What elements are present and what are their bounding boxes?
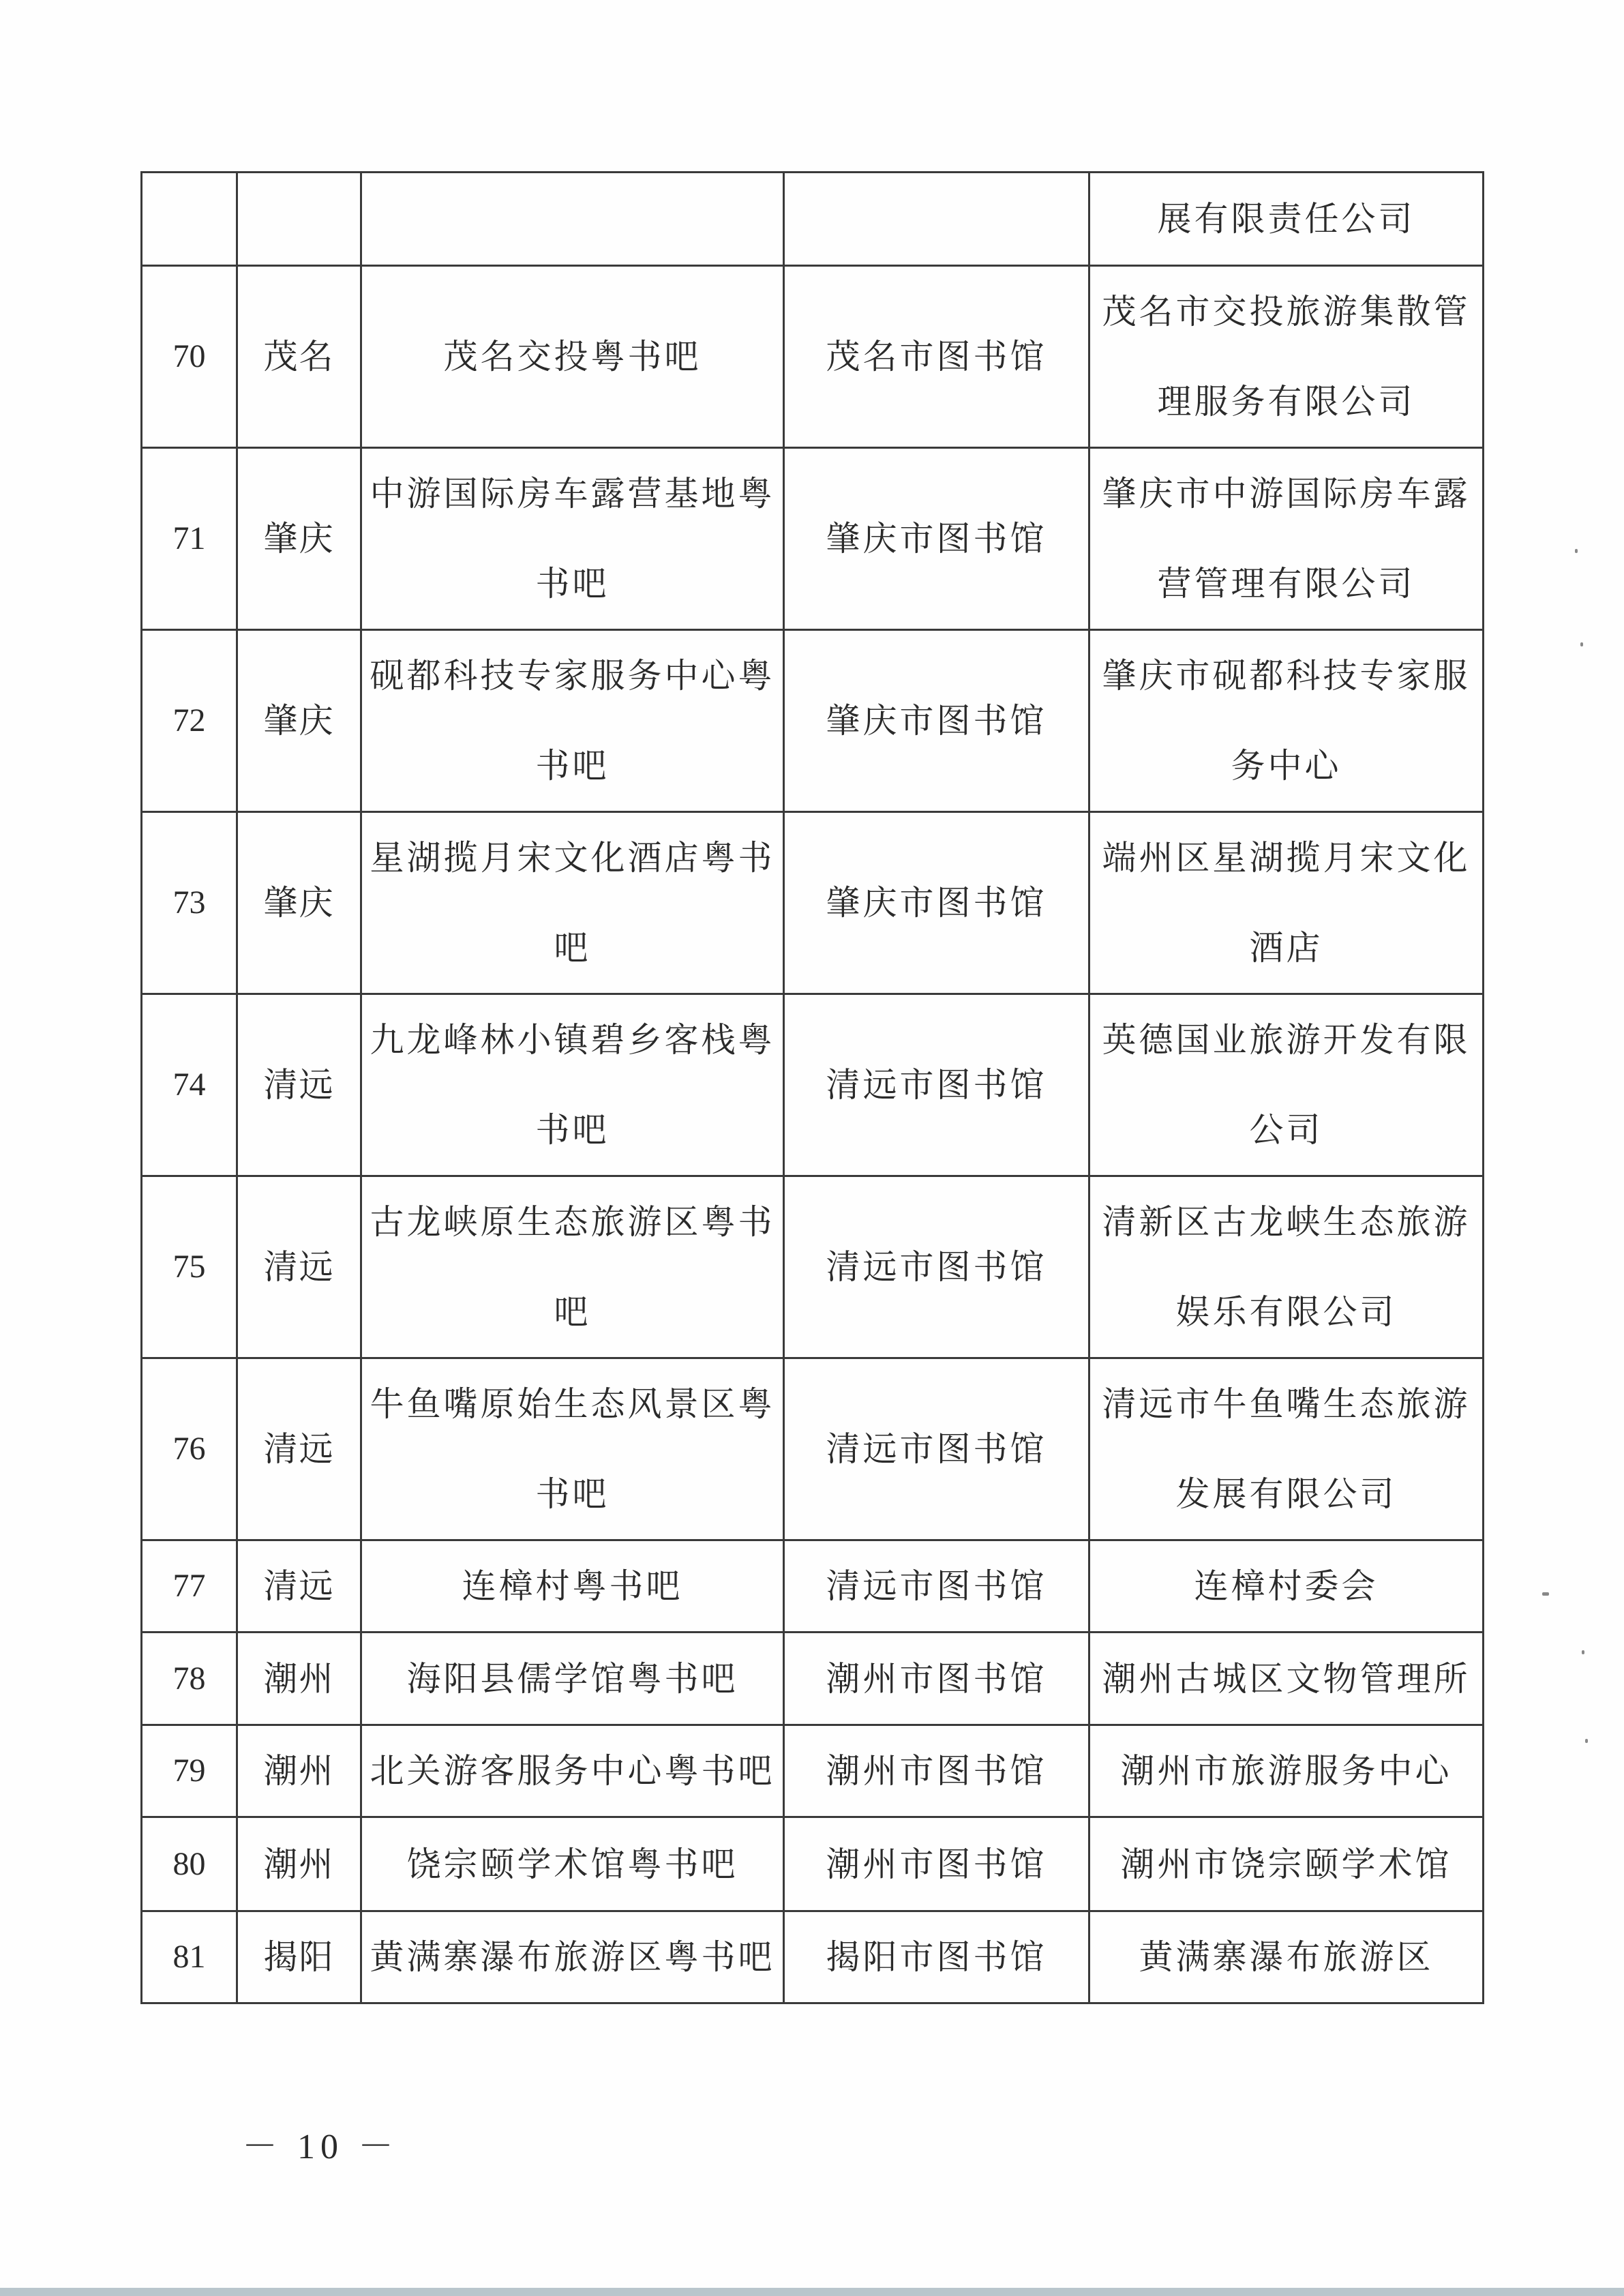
cell-bookbar-name <box>361 812 784 994</box>
cell-bookbar-name-line: 北关游客服务中心粤书吧 <box>370 1751 775 1791</box>
page-number: － 10 － <box>242 2128 400 2166</box>
cell-operator-unit-line: 英德国业旅游开发有限 <box>1102 1020 1471 1060</box>
cell-city: 清远 <box>237 1176 361 1358</box>
cell-bookbar-name-line: 书吧 <box>535 746 610 786</box>
cell-operator-unit-line: 肇庆市砚都科技专家服 <box>1102 656 1471 696</box>
cell-operator-unit <box>1089 994 1484 1176</box>
cell-operator-unit-line: 酒店 <box>1249 928 1323 968</box>
cell-number <box>142 173 237 266</box>
cell-operator-unit-line: 潮州市饶宗颐学术馆 <box>1120 1844 1452 1884</box>
cell-operator-unit <box>1089 812 1484 994</box>
table-row <box>142 1632 1484 1725</box>
cell-city: 清远 <box>237 1540 361 1632</box>
cell-bookbar-name-line: 中游国际房车露营基地粤 <box>370 474 775 513</box>
cell-guide-unit-line: 潮州市图书馆 <box>826 1658 1047 1699</box>
cell-operator-unit-line: 务中心 <box>1231 746 1342 786</box>
cell-bookbar-name <box>361 266 784 448</box>
cell-bookbar-name-line: 书吧 <box>535 564 610 603</box>
cell-guide-unit-line: 肇庆市图书馆 <box>826 519 1047 558</box>
cell-guide-unit-line: 清远市图书馆 <box>826 1566 1047 1606</box>
cell-number: 77 <box>142 1540 237 1632</box>
cell-guide-unit <box>784 448 1089 630</box>
cell-operator-unit <box>1089 630 1484 812</box>
table-row <box>142 1911 1484 2003</box>
cell-bookbar-name-line: 吧 <box>554 1292 591 1332</box>
cell-guide-unit-line: 肇庆市图书馆 <box>826 883 1047 923</box>
cell-number: 79 <box>142 1725 237 1817</box>
cell-guide-unit-line: 清远市图书馆 <box>826 1429 1047 1469</box>
cell-city: 揭阳 <box>237 1911 361 2003</box>
table-row <box>142 266 1484 448</box>
table-row <box>142 448 1484 630</box>
cell-city: 潮州 <box>237 1725 361 1817</box>
cell-guide-unit <box>784 994 1089 1176</box>
cell-number: 73 <box>142 812 237 994</box>
table-row <box>142 1358 1484 1540</box>
cell-operator-unit-line: 黄满寨瀑布旅游区 <box>1139 1937 1434 1977</box>
cell-bookbar-name-line: 连樟村粤书吧 <box>462 1566 683 1606</box>
cell-bookbar-name <box>361 1817 784 1911</box>
cell-operator-unit <box>1089 266 1484 448</box>
table-row <box>142 1725 1484 1817</box>
cell-bookbar-name <box>361 173 784 266</box>
cell-operator-unit-line: 发展有限公司 <box>1175 1474 1397 1514</box>
cell-guide-unit <box>784 1911 1089 2003</box>
cell-guide-unit <box>784 173 1089 266</box>
scan-speck <box>1585 1739 1588 1743</box>
cell-bookbar-name-line: 书吧 <box>535 1474 610 1514</box>
cell-bookbar-name <box>361 1176 784 1358</box>
cell-number: 71 <box>142 448 237 630</box>
cell-operator-unit <box>1089 1540 1484 1632</box>
table-row <box>142 630 1484 812</box>
cell-bookbar-name-line: 古龙峡原生态旅游区粤书 <box>370 1202 775 1242</box>
table-row <box>142 812 1484 994</box>
cell-city: 清远 <box>237 1358 361 1540</box>
table-row <box>142 173 1484 266</box>
cell-guide-unit <box>784 1725 1089 1817</box>
cell-number: 81 <box>142 1911 237 2003</box>
cell-operator-unit-line: 娱乐有限公司 <box>1175 1292 1397 1332</box>
cell-operator-unit-line: 公司 <box>1249 1110 1323 1150</box>
cell-operator-unit-line: 潮州市旅游服务中心 <box>1120 1751 1452 1791</box>
cell-number: 75 <box>142 1176 237 1358</box>
cell-operator-unit-line: 清远市牛鱼嘴生态旅游 <box>1102 1384 1471 1424</box>
cell-operator-unit <box>1089 1817 1484 1911</box>
cell-guide-unit <box>784 630 1089 812</box>
cell-guide-unit <box>784 1540 1089 1632</box>
cell-operator-unit-line: 展有限责任公司 <box>1157 199 1415 239</box>
cell-city: 肇庆 <box>237 630 361 812</box>
scan-speck <box>1542 1592 1549 1596</box>
cell-bookbar-name-line: 九龙峰林小镇碧乡客栈粤 <box>370 1020 775 1060</box>
bookbar-list-table <box>140 171 1484 2004</box>
cell-guide-unit <box>784 1358 1089 1540</box>
cell-bookbar-name-line: 饶宗颐学术馆粤书吧 <box>406 1844 738 1884</box>
cell-bookbar-name <box>361 1911 784 2003</box>
cell-operator-unit-line: 营管理有限公司 <box>1157 564 1415 603</box>
cell-city: 潮州 <box>237 1632 361 1725</box>
table-row <box>142 1176 1484 1358</box>
cell-guide-unit-line: 茂名市图书馆 <box>826 337 1047 376</box>
cell-guide-unit <box>784 812 1089 994</box>
cell-guide-unit-line: 清远市图书馆 <box>826 1247 1047 1287</box>
scan-edge-band <box>0 2288 1624 2296</box>
table-row <box>142 994 1484 1176</box>
cell-guide-unit-line: 清远市图书馆 <box>826 1065 1047 1105</box>
cell-operator-unit <box>1089 1725 1484 1817</box>
cell-bookbar-name-line: 书吧 <box>535 1110 610 1150</box>
cell-operator-unit <box>1089 1176 1484 1358</box>
table-row <box>142 1540 1484 1632</box>
cell-guide-unit-line: 潮州市图书馆 <box>826 1844 1047 1884</box>
cell-guide-unit <box>784 1176 1089 1358</box>
cell-city <box>237 173 361 266</box>
cell-bookbar-name-line: 牛鱼嘴原始生态风景区粤 <box>370 1384 775 1424</box>
cell-bookbar-name-line: 吧 <box>554 928 591 968</box>
cell-number: 76 <box>142 1358 237 1540</box>
cell-bookbar-name <box>361 1540 784 1632</box>
cell-city: 茂名 <box>237 266 361 448</box>
cell-bookbar-name-line: 砚都科技专家服务中心粤 <box>370 656 775 696</box>
scan-speck <box>1580 642 1583 646</box>
cell-guide-unit-line: 潮州市图书馆 <box>826 1751 1047 1791</box>
cell-operator-unit-line: 潮州古城区文物管理所 <box>1102 1658 1471 1699</box>
scan-speck <box>1575 549 1578 553</box>
cell-bookbar-name-line: 黄满寨瀑布旅游区粤书吧 <box>370 1937 775 1977</box>
cell-bookbar-name <box>361 1725 784 1817</box>
cell-operator-unit-line: 端州区星湖揽月宋文化 <box>1102 838 1471 878</box>
cell-bookbar-name-line: 海阳县儒学馆粤书吧 <box>406 1658 738 1699</box>
cell-city: 潮州 <box>237 1817 361 1911</box>
cell-bookbar-name-line: 星湖揽月宋文化酒店粤书 <box>370 838 775 878</box>
cell-operator-unit-line: 肇庆市中游国际房车露 <box>1102 474 1471 513</box>
cell-operator-unit-line: 连樟村委会 <box>1194 1566 1379 1606</box>
cell-bookbar-name <box>361 1632 784 1725</box>
cell-operator-unit <box>1089 1358 1484 1540</box>
cell-number: 72 <box>142 630 237 812</box>
cell-operator-unit-line: 清新区古龙峡生态旅游 <box>1102 1202 1471 1242</box>
cell-number: 74 <box>142 994 237 1176</box>
cell-bookbar-name <box>361 994 784 1176</box>
cell-city: 清远 <box>237 994 361 1176</box>
table-row <box>142 1817 1484 1911</box>
cell-city: 肇庆 <box>237 448 361 630</box>
cell-operator-unit <box>1089 448 1484 630</box>
cell-number: 80 <box>142 1817 237 1911</box>
cell-bookbar-name-line: 茂名交投粤书吧 <box>443 337 702 376</box>
cell-operator-unit <box>1089 1632 1484 1725</box>
cell-operator-unit-line: 理服务有限公司 <box>1157 382 1415 421</box>
table-body <box>142 173 1484 2003</box>
cell-bookbar-name <box>361 1358 784 1540</box>
cell-city: 肇庆 <box>237 812 361 994</box>
cell-bookbar-name <box>361 630 784 812</box>
cell-guide-unit <box>784 1817 1089 1911</box>
cell-number: 78 <box>142 1632 237 1725</box>
cell-guide-unit-line: 肇庆市图书馆 <box>826 701 1047 741</box>
cell-number: 70 <box>142 266 237 448</box>
cell-guide-unit <box>784 1632 1089 1725</box>
cell-bookbar-name <box>361 448 784 630</box>
cell-operator-unit-line: 茂名市交投旅游集散管 <box>1102 292 1471 331</box>
cell-operator-unit <box>1089 173 1484 266</box>
cell-guide-unit <box>784 266 1089 448</box>
cell-guide-unit-line: 揭阳市图书馆 <box>826 1937 1047 1977</box>
scan-speck <box>1582 1650 1584 1654</box>
cell-operator-unit <box>1089 1911 1484 2003</box>
